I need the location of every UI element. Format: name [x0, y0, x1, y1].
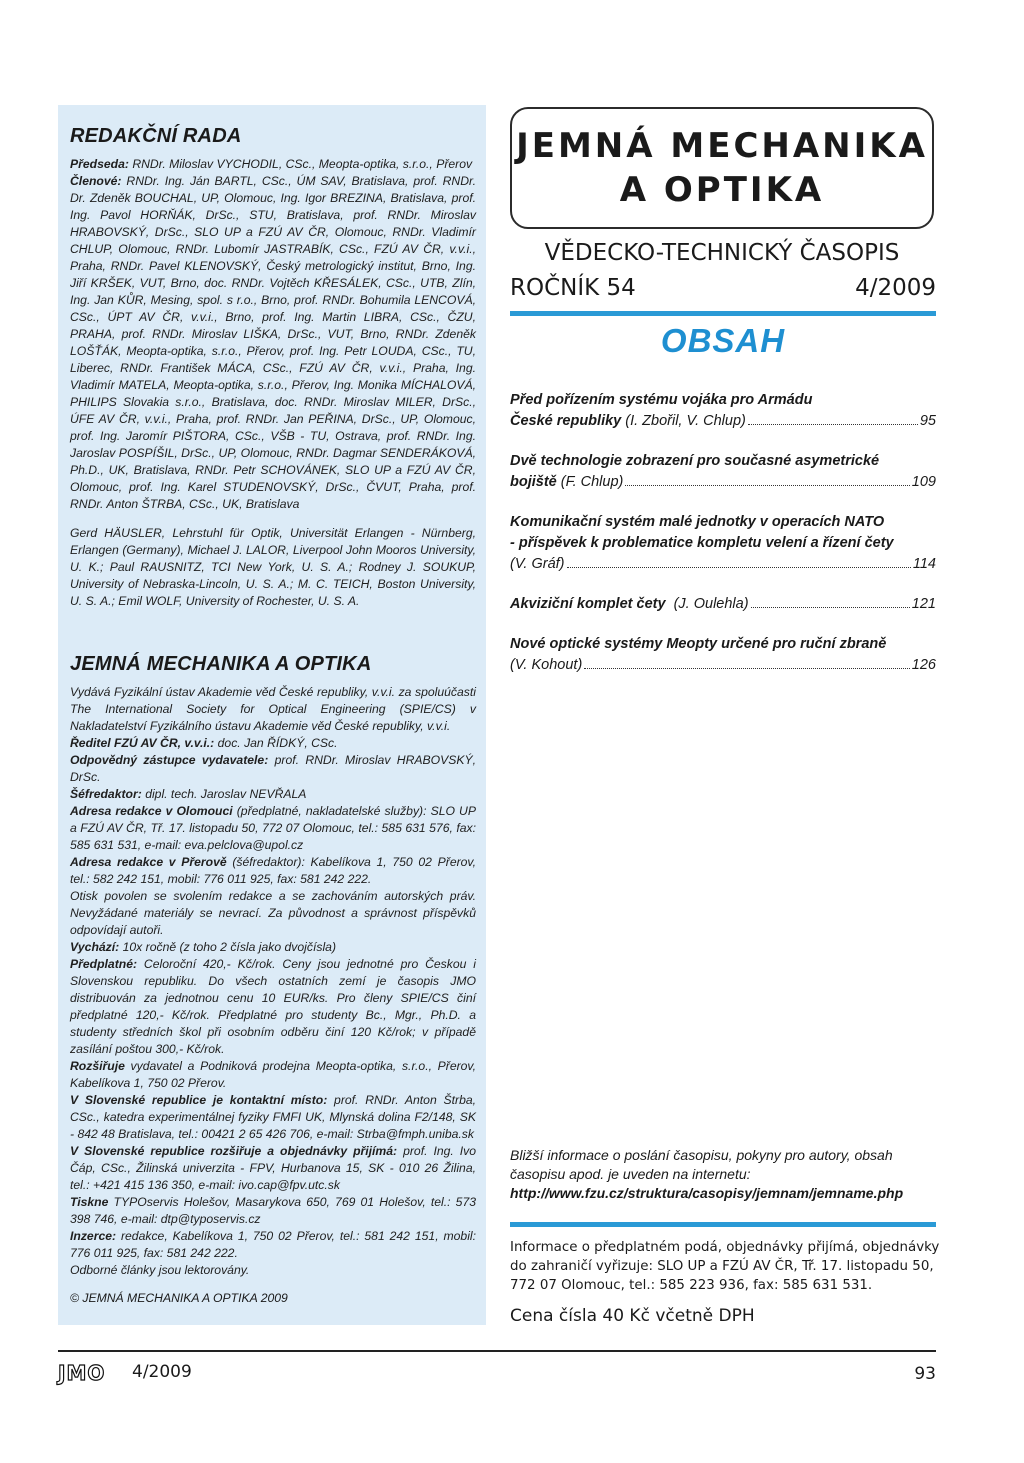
- ads-label: Inzerce:: [70, 1229, 117, 1243]
- distribution: [70, 1058, 476, 1092]
- internet-info-text: Bližší informace o poslání časopisu, pokyny pro autory, obsah časopisu apod. je uveden na internetu:: [510, 1147, 893, 1182]
- reviewed-note: Odborné články jsou lektorovány.: [70, 1263, 250, 1277]
- top-divider: [510, 311, 936, 316]
- rep-text: prof. RNDr. Miroslav HRABOVSKÝ, DrSc.: [70, 753, 477, 784]
- subscription: [70, 956, 476, 1058]
- publisher-text: Vydává Fyzikální ústav Akademie věd České republiky, v.v.i. za spoluúčasti The International Society for Optical Engineering (SPIE/CS) v Nakladatelství Fyzikálního ústavu Akademie věd České republiky, v.v.i.: [70, 685, 476, 733]
- toc-page: 95: [919, 413, 936, 429]
- toc-leader: [625, 485, 909, 486]
- sk-contact-text: prof. RNDr. Anton Štrba, CSc., katedra experimentálnej fyziky FMFI UK, Mlynská dolina F2/148, SK - 842 48 Bratislava, tel.: 00421 2 65 426 706, e-mail: Strba@fmph.uniba.sk: [70, 1093, 477, 1141]
- prerov-address: [70, 854, 476, 888]
- toc-title: Před pořízením systému vojáka pro Armádu: [510, 392, 813, 408]
- editorial-board-title: REDAKČNÍ RADA: [70, 125, 242, 147]
- masthead-title-line2: A OPTIKA: [619, 170, 825, 210]
- rep-label: Odpovědný zástupce vydavatele:: [70, 753, 269, 767]
- masthead-title-line1: JEMNÁ MECHANIKA: [516, 126, 928, 166]
- sk-orders-label: V Slovenské republice rozšiřuje a objednávky přijímá:: [70, 1144, 398, 1158]
- toc-authors: (V. Gráf): [510, 556, 565, 572]
- toc-page: 109: [911, 474, 936, 490]
- prerov-label: Adresa redakce v Přerově: [70, 855, 227, 869]
- toc-leader: [584, 668, 910, 669]
- internet-info: [510, 1146, 940, 1203]
- toc-page: 114: [912, 556, 936, 572]
- prerov-text: (šéfredaktor): Kabelíkova 1, 750 02 Přerov, tel.: 582 242 151, mobil: 776 011 925, fax: 581 242 222.: [70, 855, 477, 886]
- footer-issue: 4/2009: [132, 1362, 192, 1382]
- ads-text: redakce, Kabelíkova 1, 750 02 Přerov, tel.: 581 242 151, mobil: 776 011 925, fax: 581 242 222.: [70, 1229, 476, 1260]
- contents-heading: OBSAH: [660, 322, 786, 359]
- director-text: doc. Jan ŘÍDKÝ, CSc.: [217, 736, 338, 750]
- volume-row: [510, 275, 936, 301]
- copyright-notice: Otisk povolen se svolením redakce a se zachováním autorských práv. Nevyžádané materiály se nevrací. Za původnost a správnost příspěvků odpovídají autoři.: [70, 889, 476, 937]
- issued-frequency: [70, 939, 476, 956]
- subscription-label: Předplatné:: [70, 957, 138, 971]
- publisher-rep: [70, 752, 476, 786]
- toc-item[interactable]: [510, 512, 936, 575]
- toc-title: Dvě technologie zobrazení pro současné asymetrické: [510, 453, 880, 469]
- price-line: Cena čísla 40 Kč včetně DPH: [510, 1306, 755, 1326]
- issued-label: Vychází:: [70, 940, 120, 954]
- toc-leader: [567, 567, 911, 568]
- toc-item[interactable]: [510, 451, 936, 493]
- subscription-text: Celoroční 420,- Kč/rok. Ceny jsou jednotné pro Českou i Slovenskou republiku. Do všech ostatních zemí je časopis JMO distribuován za jednotnou cenu 10 EUR/ks. Pro členy SPIE/CS činí předplatné 120,- Kč/rok. Předplatné pro studenty Bc., Mgr., Ph.D. a studenty středních škol při osobním odběru činí 120 Kč/rok; v případě zasílání poštou 300,- Kč/rok.: [70, 957, 476, 1056]
- toc-authors: (V. Kohout): [510, 657, 583, 673]
- toc-item[interactable]: [510, 594, 936, 615]
- olomouc-label: Adresa redakce v Olomouci: [70, 804, 233, 818]
- journal-url-link[interactable]: http://www.fzu.cz/struktura/casopisy/jemnam/jemname.php: [510, 1185, 904, 1201]
- jmo-logo: JMO: [58, 1361, 106, 1385]
- bottom-divider: [510, 1222, 936, 1227]
- toc-title: Nové optické systémy Meopty určené pro ruční zbraně: [510, 636, 887, 652]
- table-of-contents: [510, 390, 936, 695]
- director: [70, 735, 476, 752]
- toc-title-end: Akviziční komplet čety: [510, 596, 666, 612]
- editorial-board-members: [70, 173, 476, 513]
- chair-label: Předseda:: [70, 157, 129, 171]
- members-text: RNDr. Ing. Ján BARTL, CSc., ÚM SAV, Bratislava, prof. RNDr. Dr. Zdeněk BOUCHAL, UP, Olomouc, Ing. Igor BREZINA, Bratislava, prof. Ing. Pavol HORŇÁK, DrSc., STU, Bratislava, prof. RNDr. Miroslav HRABOVSKÝ, DrSc., SLO UP a FZÚ AV ČR, Olomouc, RNDr. Vladimír CHLUP, Olomouc, RNDr. Lubomír JASTRABÍK, CSc., FZÚ AV ČR, v.v.i., Praha, RNDr. Pavel KLENOVSKÝ, Český metrologický institut, Brno, Ing. Jiří KRŠEK, VUT, Brno, doc. RNDr. Vojtěch KŘESÁLEK, CSc., UTB, Zlín, Ing. Jan KŮR, Mesing, spol. s r.o., Brno, prof. RNDr. Bohumila LENCOVÁ, CSc., ÚPT AV ČR, v.v.i., Brno, prof. Ing. Martin LIBRA, CSc., ČZU, PRAHA, prof. RNDr. Miroslav LIŠKA, DrSc., VUT, Brno, RNDr. Zdeněk LOŠŤÁK, Meopta-optika, s.r.o., Přerov, prof. Ing. Petr LOUDA, CSc., TU, Liberec, RNDr. František MÁCA, CSc., FZÚ AV ČR, v.v.i., Praha, Ing. Vladimír MATELA, Meopta-optika, s.r.o., Přerov, Ing. Monika MÍCHALOVÁ, PHILIPS Slovakia s.r.o., Bratislava, doc. RNDr. Miroslav MILER, DrSc., ÚFE AV ČR, v.v.i., Praha, prof. RNDr. Jan PEŘINA, DrSc., UP, Olomouc, prof. Ing. Jaromír PIŠTORA, CSc., VŠB - TU, Ostrava, prof. RNDr. Ing. Jaroslav POSPÍŠIL, DrSc., UP, Olomouc, RNDr. Dagmar SENDERÁKOVÁ, Ph.D., UK, Bratislava, RNDr. Petr SCHOVÁNEK, SLO UP a FZÚ AV ČR, Olomouc, prof. Ing. Karel STUDENOVSKÝ, DrSc., ČVUT, Praha, prof. RNDr. Anton ŠTRBA, CSc., UK, Bratislava: [70, 174, 477, 511]
- olomouc-address: [70, 803, 476, 854]
- journal-info-section: [70, 647, 476, 1279]
- chair-text: RNDr. Miloslav VYCHODIL, CSc., Meopta-optika, s.r.o., Přerov: [132, 157, 473, 171]
- toc-page: 126: [911, 657, 936, 673]
- director-label: Ředitel FZÚ AV ČR, v.v.i.:: [70, 736, 215, 750]
- editorial-panel: [58, 105, 486, 1325]
- distrib-text: vydavatel a Podniková prodejna Meopta-optika, s.r.o., Přerov, Kabelíkova 1, 750 02 Přerov.: [70, 1059, 477, 1090]
- sk-orders-text: prof. Ing. Ivo Čáp, CSc., Žilinská univerzita - FPV, Hurbanova 15, SK - 010 26 Žilina, tel.: +421 415 136 350, e-mail: ivo.cap@fpv.utc.sk: [70, 1144, 476, 1192]
- print-label: Tiskne: [70, 1195, 109, 1209]
- subscription-info: Informace o předplatném podá, objednávky přijímá, objednávky do zahraničí vyřizuje: SLO UP a FZÚ AV ČR, Tř. 17. listopadu 50, 772 07 Olomouc, tel.: 585 223 936, fax: 585 631 531.: [510, 1240, 940, 1293]
- toc-title-end: bojiště: [510, 474, 557, 490]
- copyright-line: © JEMNÁ MECHANIKA A OPTIKA 2009: [70, 1291, 288, 1305]
- toc-title-end: České republiky: [510, 413, 622, 429]
- masthead-box: [510, 107, 934, 229]
- chief-editor: [70, 786, 476, 803]
- chief-text: dipl. tech. Jaroslav NEVŘALA: [145, 787, 307, 801]
- toc-leader: [751, 607, 910, 608]
- issue-label: 4/2009: [855, 275, 936, 301]
- toc-item[interactable]: [510, 390, 936, 432]
- olomouc-text: (předplatné, nakladatelské služby): SLO UP a FZÚ AV ČR, Tř. 17. listopadu 50, 772 07 Olomouc, tel.: 585 631 576, fax: 585 631 531, e-mail: eva.pelclova@upol.cz: [70, 804, 476, 852]
- editorial-board-chair: [70, 156, 476, 173]
- printer: [70, 1194, 476, 1228]
- toc-page: 121: [911, 596, 936, 612]
- print-text: TYPOservis Holešov, Masarykova 650, 769 01 Holešov, tel.: 573 398 746, e-mail: dtp@typoservis.cz: [70, 1195, 476, 1226]
- toc-leader: [748, 424, 918, 425]
- sk-contact-label: V Slovenské republice je kontaktní místo:: [70, 1093, 328, 1107]
- sk-contact: [70, 1092, 476, 1143]
- toc-authors: (I. Zbořil, V. Chlup): [625, 413, 746, 429]
- journal-info-title: JEMNÁ MECHANIKA A OPTIKA: [70, 653, 372, 675]
- sk-orders: [70, 1143, 476, 1194]
- foreign-members: Gerd HÄUSLER, Lehrstuhl für Optik, Universität Erlangen - Nürnberg, Erlangen (Germany), Michael J. LALOR, Liverpool John Mooros University, U. K.; Paul RAUSNITZ, TCI New York, U. S. A.; Rodney J. SOUKUP, University of Nebraska-Lincoln, U. S. A.; M. C. TEICH, Boston University, U. S. A.; Emil WOLF, University of Rochester, U. S. A.: [70, 526, 476, 608]
- page-number: 93: [914, 1364, 936, 1384]
- advertising: [70, 1228, 476, 1262]
- toc-authors: (F. Chlup): [560, 474, 624, 490]
- volume-label: ROČNÍK 54: [510, 275, 636, 301]
- masthead-subtitle: VĚDECKO-TECHNICKÝ ČASOPIS: [544, 240, 900, 266]
- chief-label: Šéfredaktor:: [70, 787, 142, 801]
- footer-rule: [58, 1350, 936, 1352]
- toc-title: Komunikační systém malé jednotky v operacích NATO: [510, 514, 885, 530]
- toc-title-cont: - příspěvek k problematice kompletu velení a řízení čety: [510, 535, 894, 551]
- members-label: Členové:: [70, 174, 122, 188]
- toc-authors: (J. Oulehla): [673, 596, 749, 612]
- distrib-label: Rozšiřuje: [70, 1059, 125, 1073]
- toc-item[interactable]: [510, 634, 936, 676]
- issued-text: 10x ročně (z toho 2 čísla jako dvojčísla): [122, 940, 337, 954]
